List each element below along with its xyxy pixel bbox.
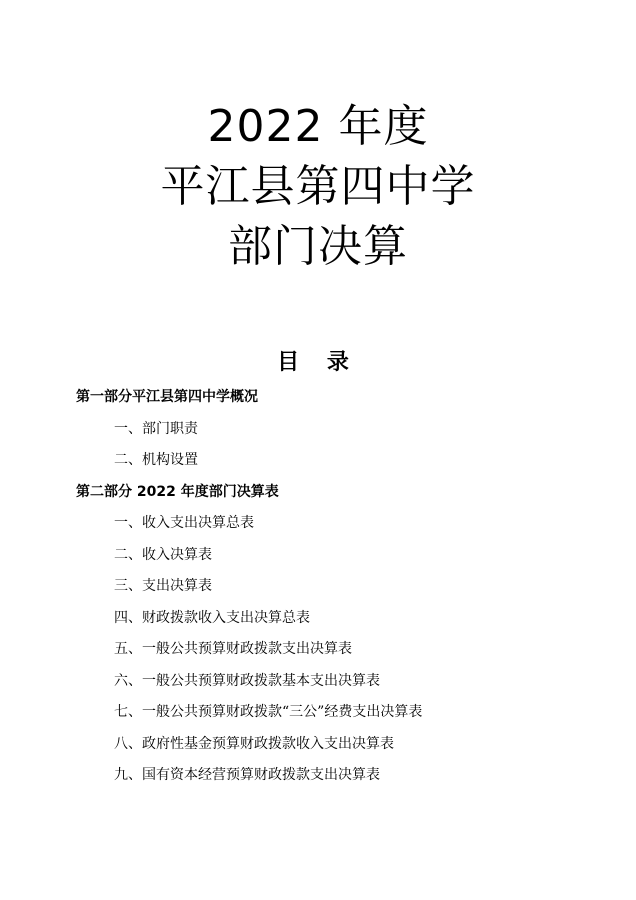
toc-part-1: 第一部分平江县第四中学概况 [76,389,258,405]
toc-item: 三、支出决算表 [114,578,212,594]
title-report-name: 部门决算 [228,221,408,272]
document-title [0,97,636,277]
table-of-contents [76,386,596,796]
toc-item: 九、国有资本经营预算财政拨款支出决算表 [114,767,380,783]
toc-item: 二、机构设置 [114,452,198,468]
title-year: 2022 年度 [207,101,429,152]
toc-item: 六、一般公共预算财政拨款基本支出决算表 [114,672,380,689]
toc-item: 五、一般公共预算财政拨款支出决算表 [114,641,352,657]
toc-item: 一、部门职责 [114,420,198,437]
toc-heading: 目 录 [277,350,359,375]
toc-part-2: 第二部分 2022 年度部门决算表 [76,483,279,500]
toc-item: 四、财政拨款收入支出决算总表 [114,609,310,626]
toc-item: 一、收入支出决算总表 [114,515,254,531]
title-organization: 平江县第四中学 [160,161,476,212]
toc-item: 七、一般公共预算财政拨款“三公”经费支出决算表 [114,704,423,720]
toc-item: 二、收入决算表 [114,546,212,563]
toc-item: 八、政府性基金预算财政拨款收入支出决算表 [114,735,394,752]
